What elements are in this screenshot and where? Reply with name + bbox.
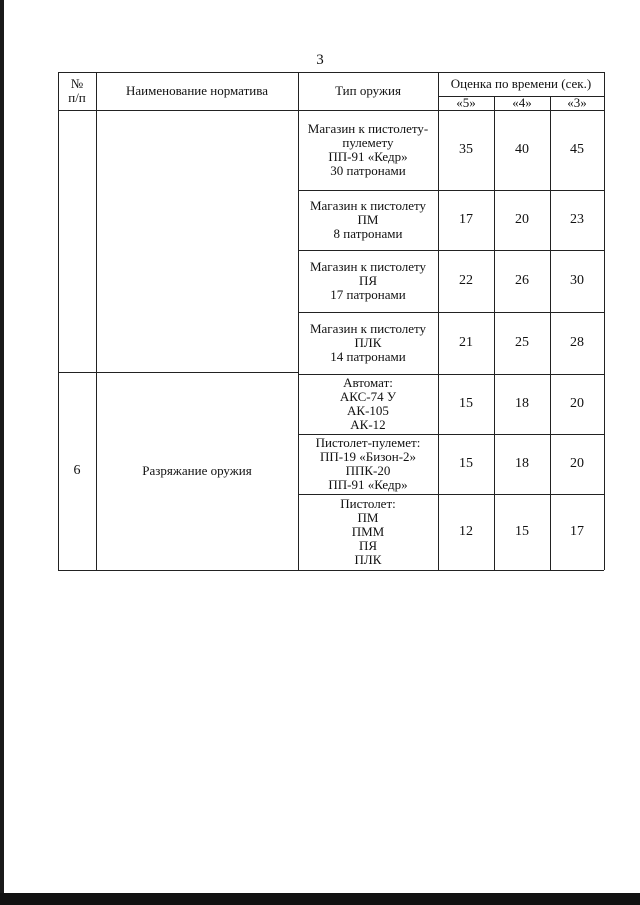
row-4-weapon-type-text: Магазин к пистолету ПЛК 14 патронами [309,321,427,364]
header-number [58,72,96,110]
row-6-weapon-type [298,434,438,494]
row-6-grade-3-text: 20 [570,456,584,471]
header-grade-3-text: «3» [567,95,587,110]
row-2-grade-4 [494,190,550,250]
row-7-grade-3-text: 17 [570,524,584,539]
row-1-grade-4-text: 40 [515,142,529,157]
row-1-grade-3-text: 45 [570,142,584,157]
row-4-weapon-type [298,312,438,374]
header-grade-3 [550,96,604,110]
row-3-grade-4 [494,250,550,312]
header-weapon-type-text: Тип оружия [335,83,401,98]
header-grade-4 [494,96,550,110]
header-time-grade-text: Оценка по времени (сек.) [450,76,592,91]
row-4-grade-4 [494,312,550,374]
header-number-text: № п/п [68,76,86,105]
row-2-weapon-type-text: Магазин к пистолету ПМ 8 патронами [309,198,427,241]
row-4-grade-5-text: 21 [459,335,473,350]
row-6-weapon-type-text: Пистолет-пулемет: ПП-19 «Бизон-2» ППК-20 ПП-91 «Кедр» [315,435,421,492]
header-grade-5-text: «5» [456,95,476,110]
row-7-grade-4-text: 15 [515,524,529,539]
row-1-weapon-type [298,110,438,190]
row-3-grade-4-text: 26 [515,273,529,288]
row-3-weapon-type-text: Магазин к пистолету ПЯ 17 патронами [309,259,427,302]
row-4-grade-5 [438,312,494,374]
row-1-weapon-type-text: Магазин к пистолету- пулемету ПП-91 «Кедр» 30 патронами [307,121,429,178]
header-time-grade [438,72,604,96]
row-5-grade-3 [550,374,604,434]
group-number-text: 6 [73,463,81,478]
group-name-text: Разряжание оружия [142,463,252,478]
table-bottom-border [58,570,604,571]
row-2-weapon-type [298,190,438,250]
header-grade-5 [438,96,494,110]
row-3-grade-3-text: 30 [570,273,584,288]
row-7-grade-5-text: 12 [459,524,473,539]
row-2-grade-3-text: 23 [570,212,584,227]
header-norm-name [96,72,298,110]
row-7-grade-5 [438,494,494,570]
row-4-grade-4-text: 25 [515,335,529,350]
row-7-grade-4 [494,494,550,570]
row-3-grade-3 [550,250,604,312]
row-5-weapon-type [298,374,438,434]
row-1-grade-5 [438,110,494,190]
row-4-grade-3 [550,312,604,374]
row-1-grade-4 [494,110,550,190]
row-5-grade-4 [494,374,550,434]
row-5-grade-5-text: 15 [459,396,473,411]
row-6-grade-5-text: 15 [459,456,473,471]
row-3-grade-5 [438,250,494,312]
row-2-grade-4-text: 20 [515,212,529,227]
row-5-grade-3-text: 20 [570,396,584,411]
header-weapon-type [298,72,438,110]
row-5-grade-4-text: 18 [515,396,529,411]
header-grade-4-text: «4» [512,95,532,110]
row-3-grade-5-text: 22 [459,273,473,288]
row-7-weapon-type-text: Пистолет: ПМ ПММ ПЯ ПЛК [340,496,396,567]
row-3-weapon-type [298,250,438,312]
row-6-grade-4-text: 18 [515,456,529,471]
row-6-grade-4 [494,434,550,494]
table-right-border [604,72,605,570]
row-7-weapon-type [298,494,438,570]
scan-edge-left [0,0,4,905]
row-6-grade-5 [438,434,494,494]
row-1-grade-5-text: 35 [459,142,473,157]
scan-edge-bottom [0,893,640,905]
row-4-grade-3-text: 28 [570,335,584,350]
row-2-grade-5-text: 17 [459,212,473,227]
row-6-grade-3 [550,434,604,494]
row-7-grade-3 [550,494,604,570]
row-1-grade-3 [550,110,604,190]
row-2-grade-3 [550,190,604,250]
group-number [58,372,96,570]
page-number: 3 [316,52,324,68]
row-5-weapon-type-text: Автомат: АКС-74 У АК-105 АК-12 [339,375,397,432]
group-name [96,372,298,570]
header-norm-name-text: Наименование норматива [126,83,268,98]
row-2-grade-5 [438,190,494,250]
row-5-grade-5 [438,374,494,434]
